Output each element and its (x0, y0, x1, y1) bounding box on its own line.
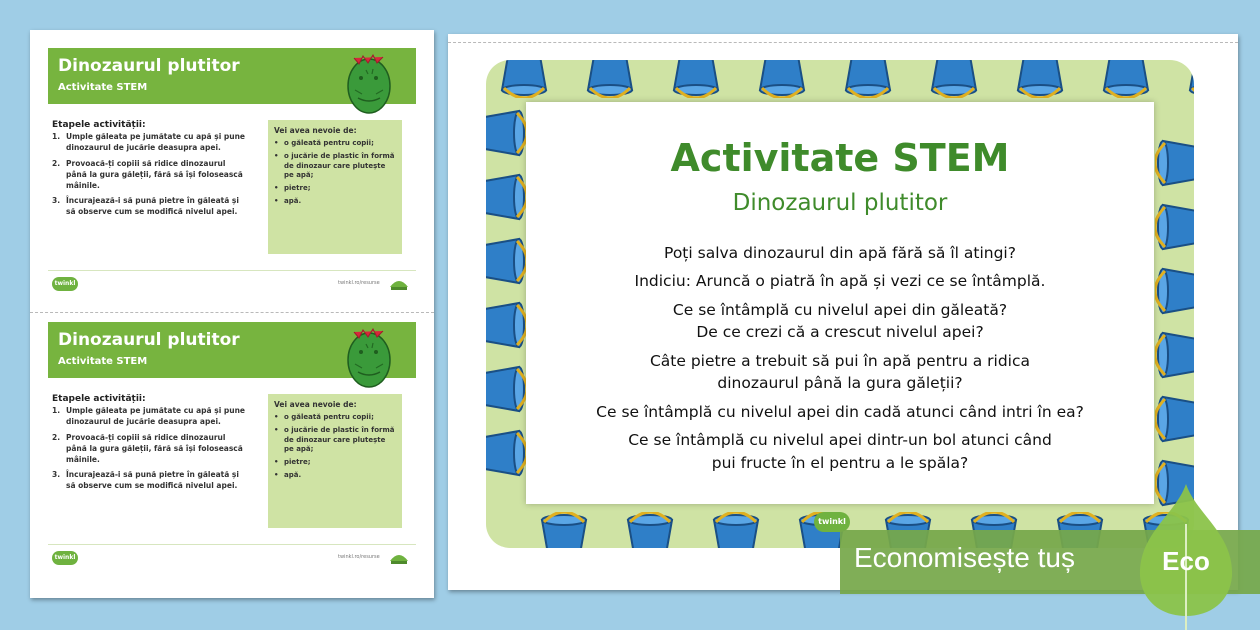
question-line: Câte pietre a trebuit să pui în apă pentru a ridica (649, 351, 1031, 370)
question-line: dinozaurul până la gura găleții? (717, 374, 963, 393)
step-item (52, 159, 248, 192)
materials-title: Vei avea nevoie de: (274, 400, 357, 409)
bucket-icon (708, 512, 764, 548)
step-item (52, 196, 248, 218)
bullet-icon: • (274, 139, 279, 147)
step-number: 1. (52, 132, 61, 141)
bullet-icon: • (274, 151, 279, 160)
step-text: Încurajează-i să pună pietre în găleată și să observe cum se modifică nivelul apei. (66, 470, 239, 491)
bucket-icon (668, 60, 724, 98)
material-text: pietre; (284, 184, 311, 193)
question (526, 270, 1154, 292)
bullet-icon: • (274, 470, 279, 479)
bucket-icon (1012, 60, 1068, 98)
question-line: Indiciu: Aruncă o piatră în apă și vezi ce se întâmplă. (634, 272, 1046, 291)
recycle-icon (388, 275, 410, 291)
bucket-icon (1150, 204, 1194, 250)
step-item (52, 433, 248, 466)
bucket-icon (582, 60, 638, 98)
material-item (274, 184, 396, 194)
question-line: Ce se întâmplă cu nivelul apei din găleată? (672, 300, 1008, 319)
activity-card-sheet (30, 30, 434, 598)
bucket-icon (622, 512, 678, 548)
bullet-icon: • (274, 413, 279, 421)
bucket-icon (840, 60, 896, 98)
eco-badge-text: Eco (1162, 546, 1210, 576)
materials-list (274, 139, 396, 207)
question-list (526, 242, 1154, 480)
poster-subtitle: Dinozaurul plutitor (732, 190, 948, 216)
material-text: o găleată pentru copii; (284, 139, 374, 147)
material-item (274, 413, 396, 423)
question (526, 429, 1154, 474)
materials-box (268, 120, 402, 254)
bullet-icon: • (274, 458, 279, 467)
step-text: Provoacă-ți copiii să ridice dinozaurul până la gura găleții, fără să își folosească mâinile. (66, 432, 243, 464)
step-item (52, 470, 248, 492)
poster-content (526, 102, 1154, 504)
material-text: apă. (284, 196, 302, 205)
step-text: Umple găleata pe jumătate cu apă și pune dinozaurul de jucărie deasupra apei. (66, 132, 246, 152)
footer-text: twinkl.ro/resurse (338, 554, 380, 560)
step-item (52, 406, 248, 428)
step-item (52, 132, 248, 154)
question-line: Poți salva dinozaurul din apă fără să îl atingi? (664, 244, 1016, 262)
question-line: pui fructe în el pentru a le spăla? (711, 453, 969, 472)
question (526, 350, 1154, 395)
material-text: apă. (284, 470, 302, 479)
bucket-icon (536, 512, 592, 548)
steps-list (52, 406, 248, 497)
card-footer (48, 544, 416, 570)
bucket-icon (754, 60, 810, 98)
activity-card (48, 48, 416, 298)
step-text: Umple găleata pe jumătate cu apă și pune dinozaurul de jucărie deasupra apei. (66, 406, 246, 426)
materials-list (274, 413, 396, 481)
twinkl-logo: twinkl (52, 551, 78, 565)
card-title: Dinozaurul plutitor (58, 330, 240, 350)
dinosaur-icon (346, 324, 392, 390)
question-line: Ce se întâmplă cu nivelul apei din cadă atunci când intri în ea? (596, 402, 1084, 421)
material-item (274, 426, 396, 455)
bucket-icon (926, 60, 982, 98)
material-item (274, 152, 396, 181)
cut-line (30, 312, 434, 313)
bullet-icon: • (274, 196, 279, 205)
question (526, 401, 1154, 423)
card-title: Dinozaurul plutitor (58, 56, 240, 76)
materials-title: Vei avea nevoie de: (274, 126, 357, 135)
material-item (274, 458, 396, 468)
material-item (274, 139, 396, 149)
bucket-icon (496, 60, 552, 98)
poster-frame (486, 60, 1194, 548)
footer-text: twinkl.ro/resurse (338, 280, 380, 286)
eco-leaf-icon[interactable] (1136, 484, 1236, 630)
cut-line (448, 42, 1238, 43)
step-number: 2. (52, 158, 61, 168)
bullet-icon: • (274, 425, 279, 434)
step-number: 1. (52, 406, 61, 415)
eco-label: Economisește tuș (854, 542, 1075, 573)
twinkl-logo: twinkl (814, 512, 850, 532)
bucket-icon (1184, 60, 1194, 98)
material-item (274, 197, 396, 207)
bucket-icon (1150, 396, 1194, 442)
material-text: o jucărie de plastic în formă de dinozaur care plutește pe apă; (284, 425, 395, 454)
material-item (274, 471, 396, 481)
bucket-icon (1150, 332, 1194, 378)
poster-title: Activitate STEM (670, 136, 1010, 180)
steps-title: Etapele activității: (52, 394, 146, 404)
step-text: Provoacă-ți copiii să ridice dinozaurul până la gura găleții, fără să își folosească mâinile. (66, 158, 243, 190)
step-number: 2. (52, 432, 61, 442)
card-subtitle: Activitate STEM (58, 82, 148, 93)
twinkl-logo: twinkl (52, 277, 78, 291)
question-line: De ce crezi că a crescut nivelul apei? (696, 323, 984, 342)
bucket-icon (1150, 268, 1194, 314)
question-line: Ce se întâmplă cu nivelul apei dintr-un bol atunci când (628, 431, 1052, 450)
steps-title: Etapele activității: (52, 120, 146, 130)
step-number: 3. (52, 470, 61, 480)
card-footer (48, 270, 416, 296)
question (526, 299, 1154, 344)
bucket-icon (1098, 60, 1154, 98)
card-subtitle: Activitate STEM (58, 356, 148, 367)
bucket-icon (1150, 140, 1194, 186)
dinosaur-icon (346, 50, 392, 116)
poster-sheet (448, 34, 1238, 590)
activity-card (48, 322, 416, 572)
steps-list (52, 132, 248, 223)
step-number: 3. (52, 196, 61, 206)
materials-box (268, 394, 402, 528)
material-text: pietre; (284, 458, 311, 467)
material-text: o jucărie de plastic în formă de dinozaur care plutește pe apă; (284, 151, 395, 180)
question (526, 242, 1154, 264)
step-text: Încurajează-i să pună pietre în găleată și să observe cum se modifică nivelul apei. (66, 196, 239, 217)
material-text: o găleată pentru copii; (284, 413, 374, 421)
bullet-icon: • (274, 184, 279, 193)
recycle-icon (388, 549, 410, 565)
